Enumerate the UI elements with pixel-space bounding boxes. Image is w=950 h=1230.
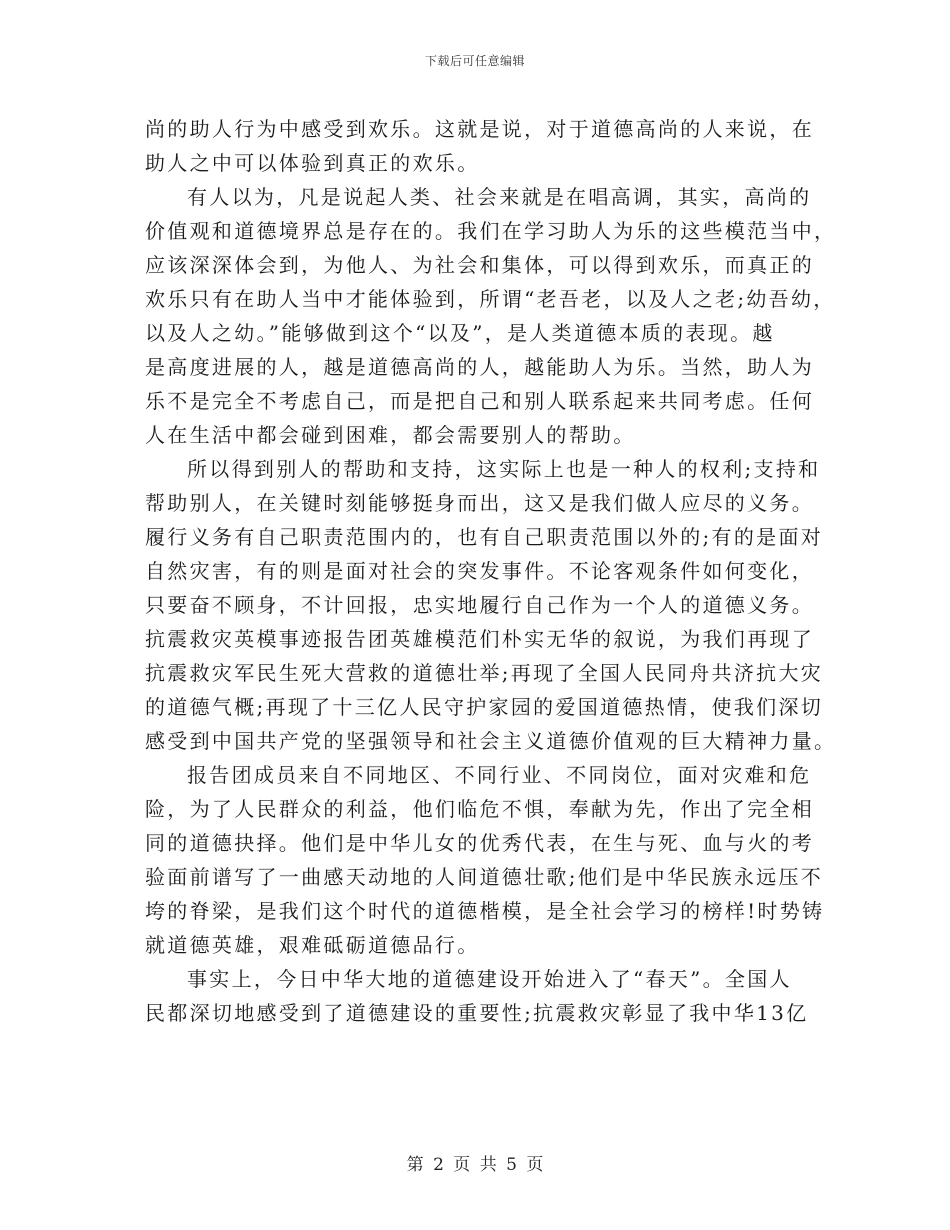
text-line: 验面前谱写了一曲感天动地的人间道德壮歌;他们是中华民族永远压不 [145, 865, 824, 889]
text-line: 抗震救灾英模事迹报告团英雄模范们朴实无华的叙说，为我们再现了 [145, 627, 814, 651]
text-line: 感受到中国共产党的坚强领导和社会主义道德价值观的巨大精神力量。 [145, 729, 837, 753]
text-line: 是高度进展的人，越是道德高尚的人，越能助人为乐。当然，助人为 [145, 355, 814, 379]
text-line: 就道德英雄，艰难砥砺道德品行。 [145, 933, 480, 957]
text-line: 的道德气概;再现了十三亿人民守护家园的爱国道德热情，使我们深切 [145, 695, 824, 719]
text-line: 欢乐只有在助人当中才能体验到，所谓“老吾老，以及人之老;幼吾幼， [145, 287, 836, 311]
text-line: 垮的脊梁，是我们这个时代的道德楷模，是全社会学习的榜样!时势铸 [145, 899, 825, 923]
text-line: 事实上，今日中华大地的道德建设开始进入了“春天”。全国人 [187, 967, 792, 991]
text-line: 价值观和道德境界总是存在的。我们在学习助人为乐的这些模范当中， [145, 219, 837, 243]
document-body [145, 112, 837, 1030]
text-line: 以及人之幼。”能够做到这个“以及”，是人类道德本质的表现。越 [145, 321, 775, 345]
text-line: 自然灾害，有的则是面对社会的突发事件。不论客观条件如何变化， [145, 559, 814, 583]
text-line: 帮助别人，在关键时刻能够挺身而出，这又是我们做人应尽的义务。 [145, 491, 814, 515]
text-line: 应该深深体会到，为他人、为社会和集体，可以得到欢乐，而真正的 [145, 253, 814, 277]
text-line: 尚的助人行为中感受到欢乐。这就是说，对于道德高尚的人来说，在 [145, 117, 814, 141]
text-line: 只要奋不顾身，不计回报，忠实地履行自己作为一个人的道德义务。 [145, 593, 814, 617]
text-line: 助人之中可以体验到真正的欢乐。 [145, 151, 480, 175]
text-line: 民都深切地感受到了道德建设的重要性;抗震救灾彰显了我中华13亿 [145, 1001, 809, 1025]
text-line: 险，为了人民群众的利益，他们临危不惧，奉献为先，作出了完全相 [145, 797, 814, 821]
text-line: 抗震救灾军民生死大营救的道德壮举;再现了全国人民同舟共济抗大灾 [145, 661, 824, 685]
text-line: 所以得到别人的帮助和支持，这实际上也是一种人的权利;支持和 [187, 457, 821, 481]
text-line: 同的道德抉择。他们是中华儿女的优秀代表，在生与死、血与火的考 [145, 831, 814, 855]
text-line: 报告团成员来自不同地区、不同行业、不同岗位，面对灾难和危 [187, 763, 812, 787]
text-line: 履行义务有自己职责范围内的，也有自己职责范围以外的;有的是面对 [145, 525, 824, 549]
text-line: 有人以为，凡是说起人类、社会来就是在唱高调，其实，高尚的 [187, 185, 812, 209]
page-header: 下载后可任意编辑 [424, 54, 525, 68]
text-line: 乐不是完全不考虑自己，而是把自己和别人联系起来共同考虑。任何 [145, 389, 814, 413]
page-number-footer: 第 2 页 共 5 页 [406, 1155, 544, 1175]
text-line: 人在生活中都会碰到困难，都会需要别人的帮助。 [145, 423, 636, 447]
